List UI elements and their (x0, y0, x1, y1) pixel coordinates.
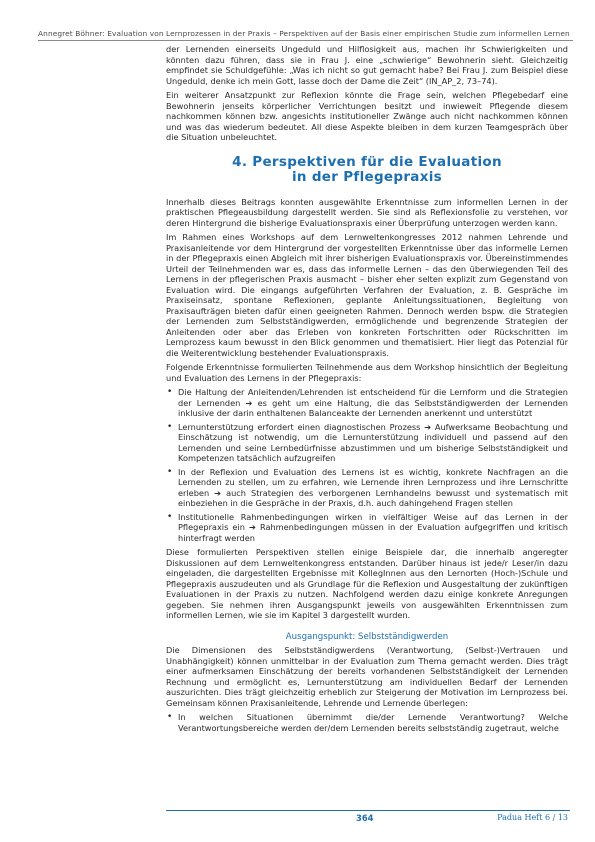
paragraph: der Lernenden einerseits Ungeduld und Hilflosigkeit aus, machen ihr Schwierigkeiten und könnten dazu führen, dass sie in Frau J. eine „schwierige“ Bewohnerin sieht. Gleichzeitig empfindet sie Schuldgefühle: „Was ich nicht so gut gemacht habe? Bei Frau J. zum Beispiel diese Ungeduld, denke ich mein Gott, lasse doch der Dame die Zeit“ (IN_AP_2, 73–74). (166, 44, 568, 86)
list-item: • Institutionelle Rahmenbedingungen wirken in vielfältiger Weise auf das Lernen in der Pflegepraxis ein ➔ Rahmenbedingungen müssen in der Evaluation aufgegriffen und kritisch hinterfragt werden (166, 512, 568, 544)
paragraph: Diese formulierten Perspektiven stellen einige Beispiele dar, die innerhalb angeregter Diskussionen auf dem Lernweltenkongress entstanden. Darüber hinaus ist jede/r Leser/in dazu eingeladen, die dargestellten Ergebnisse mit KollegInnen aus den Lernorten (Hoch-)Schule und Pflegepraxis auszudeuten und als Grundlage für die Reflexion und Ausgestaltung der zukünftigen Evaluationen in der Praxis zu nutzen. Nachfolgend werden dazu einige konkrete Anregungen gegeben. Sie nehmen ihren Ausgangspunkt jeweils von ausgewählten Erkenntnissen zum informellen Lernen, wie sie im Kapitel 3 dargestellt wurden. (166, 547, 568, 620)
paragraph: Im Rahmen eines Workshops auf dem Lernweltenkongresses 2012 nahmen Lehrende und Praxisanleitende vor dem Hintergrund der vorgestellten Erkenntnisse über das informelle Lernen in der Pflegepraxis einen Abgleich mit ihrer bisherigen Evaluationspraxis vor. Übereinstimmendes Urteil der Teilnehmenden war es, dass das informelle Lernen – das den überwiegenden Teil des Lernens in der pflegerischen Praxis ausmacht – bisher eher selten explizit zum Gegenstand von Evaluation wird. Die eingangs aufgeführten Verfahren der Evaluation, z. B. Gespräche im Praxiseinsatz, spontane Reflexionen, geplante Anleitungssituationen, Begleitung von Praxisaufträgen bieten dafür einen geeigneten Rahmen. Dennoch werden bspw. die Strategien der Lernenden zum Selbstständigwerden, ermöglichende und begrenzende Strategien der Anleitenden oder aber das Erleben von konkreten Fortschritten oder Rückschritten im Lernprozess kaum bewusst in den Blick genommen und thematisiert. Hier liegt das Potenzial für die Weiterentwicklung bestehender Evaluationspraxis. (166, 232, 568, 358)
paragraph: Die Dimensionen des Selbstständigwerdens (Verantwortung, (Selbst-)Vertrauen und Unabhängigkeit) können unmittelbar in der Evaluation zum Thema gemacht werden. Dies trägt einer aufmerksamen Einschätzung der bereits vorhandenen Selbstständigkeit der Lernenden Rechnung und ermöglicht es, Lernunterstützung am individuellen Bedarf der Lernenden auszurichten. Dies trägt gleichzeitig erheblich zur Steigerung der Motivation im Lernprozess bei. Gemeinsam können Praxisanleitende, Lehrende und Lernende überlegen: (166, 645, 568, 708)
workshop-findings-list (166, 387, 568, 543)
section-heading (166, 155, 568, 185)
paragraph: Ein weiterer Ansatzpunkt zur Reflexion könnte die Frage sein, welchen Pflegebedarf eine Bewohnerin jenseits körperlicher Verrichtungen besitzt und inwieweit Pflegende diesem nachkommen können bzw. angesichts institutioneller Zwänge auch nicht nachkommen können und was das wiederum bedeutet. All diese Aspekte bleiben in dem kurzen Teamgespräch über die Situation unbeleuchtet. (166, 90, 568, 142)
page-footer (166, 810, 570, 825)
paragraph: Folgende Erkenntnisse formulierten Teilnehmende aus dem Workshop hinsichtlich der Begleitung und Evaluation des Lernens in der Pflegepraxis: (166, 362, 568, 383)
page-number: 364 (356, 813, 374, 823)
list-item: • In welchen Situationen übernimmt die/der Lernende Verantwortung? Welche Verantwortungsbereiche werden der/dem Lernenden bereits selbstständig zugetraut, welche (166, 712, 568, 733)
list-item: • Lernunterstützung erfordert einen diagnostischen Prozess ➔ Aufwerksame Beobachtung und Einschätzung ist notwendig, um die Lernunterstützung individuell und passend auf den Lernenden und seine Lernbedürfnisse abzustimmen und um bisherige Selbstständigkeit und Kompetenzen tatsächlich aufzugreifen (166, 422, 568, 464)
reflection-questions-list (166, 712, 568, 733)
section-heading-line: 4. Perspektiven für die Evaluation (232, 153, 502, 170)
list-item: • In der Reflexion und Evaluation des Lernens ist es wichtig, konkrete Nachfragen an die Lernenden zu stellen, um zu erfahren, wie Lernende ihren Lernprozess und ihre Lernschritte erleben ➔ auch Strategien des verborgenen Lernhandelns bewusst und systematisch mit einbeziehen in die Gespräche in der Praxis, d.h. auch dahingehend Fragen stellen (166, 467, 568, 509)
main-column (166, 44, 568, 737)
paragraph: Innerhalb dieses Beitrags konnten ausgewählte Erkenntnisse zum informellen Lernen in der praktischen Pflegeausbildung dargestellt werden. Sie sind als Reflexionsfolie zu verstehen, vor deren Hintergrund die bisherige Evaluationspraxis einer Überprüfung unterzogen werden kann. (166, 196, 568, 228)
list-item: • Die Haltung der Anleitenden/Lehrenden ist entscheidend für die Lernform und die Strategien der Lernenden ➔ es geht um eine Haltung, die das Selbstständigwerden der Lernenden inklusive der darin enthaltenen Balanceakte der Lernenden anerkennt und unterstützt (166, 387, 568, 419)
subsection-heading: Ausgangspunkt: Selbstständigwerden (285, 631, 449, 642)
journal-name: Padua Heft 6 / 13 (497, 813, 568, 822)
running-header: Annegret Böhner: Evaluation von Lernprozessen in der Praxis – Perspektiven auf der Basis einer empirischen Studie zum informellen Lernen (38, 29, 573, 41)
section-heading-line: in der Pflegepraxis (292, 168, 442, 185)
